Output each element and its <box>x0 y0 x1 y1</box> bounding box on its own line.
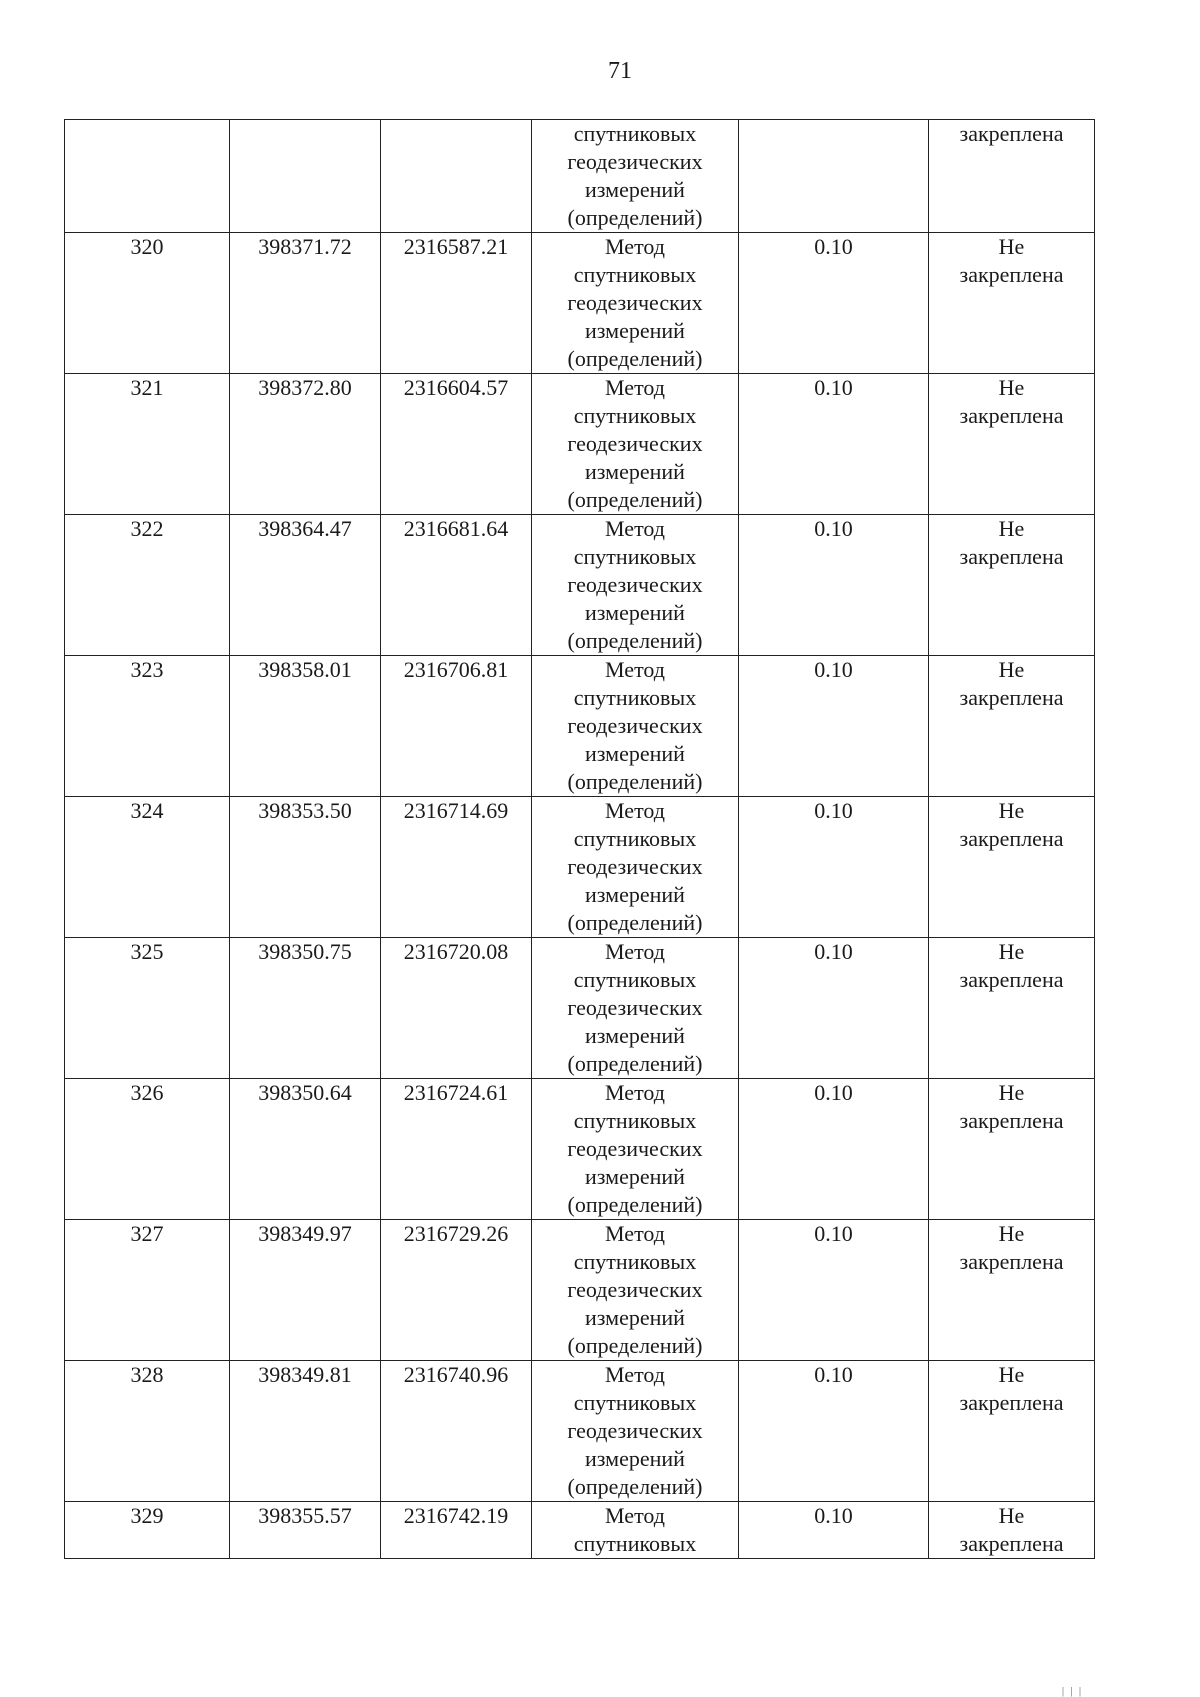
x-coordinate-cell: 398349.97 <box>230 1220 381 1361</box>
method-cell-line: измерений <box>585 177 685 202</box>
x-coordinate-cell: 398350.64 <box>230 1079 381 1220</box>
method-cell-line: измерений <box>585 1305 685 1330</box>
fixation-cell-line: Не <box>998 1362 1025 1387</box>
method-cell-line: Метод <box>605 234 665 259</box>
point-number-cell: 325 <box>65 938 230 1079</box>
method-cell-line: (определений) <box>567 487 703 512</box>
method-cell-line: измерений <box>585 1023 685 1048</box>
accuracy-cell: 0.10 <box>739 515 929 656</box>
fixation-cell <box>929 233 1095 374</box>
method-cell-line: Метод <box>605 1080 665 1105</box>
method-cell-line: (определений) <box>567 1474 703 1499</box>
method-cell-line: геодезических <box>567 1136 703 1161</box>
method-cell-line: спутниковых <box>573 826 697 851</box>
method-cell <box>532 233 739 374</box>
fixation-cell-line: закреплена <box>959 1531 1064 1556</box>
fixation-cell-line: Не <box>998 939 1025 964</box>
fixation-cell-line: закреплена <box>959 967 1064 992</box>
method-cell-line: геодезических <box>567 854 703 879</box>
method-cell-line: спутниковых <box>573 685 697 710</box>
method-cell-line: (определений) <box>567 205 703 230</box>
method-cell-line: спутниковых <box>573 1531 697 1556</box>
fixation-cell <box>929 1079 1095 1220</box>
fixation-cell <box>929 656 1095 797</box>
method-cell-line: Метод <box>605 1503 665 1528</box>
accuracy-cell: 0.10 <box>739 938 929 1079</box>
table-row <box>65 1361 1095 1502</box>
page-number: 71 <box>608 58 632 84</box>
accuracy-cell: 0.10 <box>739 797 929 938</box>
fixation-cell <box>929 120 1095 233</box>
method-cell-line: измерений <box>585 882 685 907</box>
method-cell-line: (определений) <box>567 1192 703 1217</box>
point-number-cell: 321 <box>65 374 230 515</box>
method-cell-line: геодезических <box>567 713 703 738</box>
method-cell-line: геодезических <box>567 572 703 597</box>
method-cell-line: геодезических <box>567 1418 703 1443</box>
fixation-cell <box>929 1220 1095 1361</box>
method-cell-line: измерений <box>585 1164 685 1189</box>
method-cell-line: Метод <box>605 657 665 682</box>
fixation-cell-line: Не <box>998 234 1025 259</box>
point-number-cell: 323 <box>65 656 230 797</box>
table-row <box>65 1079 1095 1220</box>
table-row <box>65 374 1095 515</box>
fixation-cell-line: Не <box>998 375 1025 400</box>
fixation-cell-line: закреплена <box>959 685 1064 710</box>
fixation-cell-line: Не <box>998 798 1025 823</box>
method-cell-line: измерений <box>585 318 685 343</box>
accuracy-cell: 0.10 <box>739 656 929 797</box>
fixation-cell-line: закреплена <box>959 403 1064 428</box>
table-row <box>65 515 1095 656</box>
y-coordinate-cell: 2316587.21 <box>381 233 532 374</box>
fixation-cell-line: закреплена <box>959 1390 1064 1415</box>
y-coordinate-cell: 2316714.69 <box>381 797 532 938</box>
y-coordinate-cell: 2316681.64 <box>381 515 532 656</box>
method-cell-line: Метод <box>605 516 665 541</box>
fixation-cell-line: Не <box>998 1221 1025 1246</box>
method-cell-line: Метод <box>605 939 665 964</box>
method-cell <box>532 797 739 938</box>
method-cell <box>532 938 739 1079</box>
method-cell <box>532 1079 739 1220</box>
x-coordinate-cell: 398358.01 <box>230 656 381 797</box>
method-cell-line: Метод <box>605 375 665 400</box>
y-coordinate-cell: 2316724.61 <box>381 1079 532 1220</box>
fixation-cell-line: закреплена <box>959 262 1064 287</box>
method-cell-line: измерений <box>585 1446 685 1471</box>
accuracy-cell: 0.10 <box>739 1361 929 1502</box>
coordinates-table <box>64 119 1095 1559</box>
fixation-cell-line: закреплена <box>959 544 1064 569</box>
x-coordinate-cell: 398371.72 <box>230 233 381 374</box>
y-coordinate-cell <box>381 120 532 233</box>
x-coordinate-cell: 398372.80 <box>230 374 381 515</box>
method-cell-line: измерений <box>585 741 685 766</box>
y-coordinate-cell: 2316720.08 <box>381 938 532 1079</box>
method-cell-line: Метод <box>605 1221 665 1246</box>
accuracy-cell: 0.10 <box>739 1502 929 1559</box>
method-cell <box>532 656 739 797</box>
method-cell-line: (определений) <box>567 769 703 794</box>
fixation-cell-line: Не <box>998 1080 1025 1105</box>
table-row <box>65 797 1095 938</box>
fixation-cell <box>929 938 1095 1079</box>
fixation-cell <box>929 515 1095 656</box>
method-cell-line: измерений <box>585 600 685 625</box>
method-cell-line: геодезических <box>567 1277 703 1302</box>
x-coordinate-cell: 398353.50 <box>230 797 381 938</box>
table-row <box>65 1502 1095 1559</box>
point-number-cell: 326 <box>65 1079 230 1220</box>
y-coordinate-cell: 2316740.96 <box>381 1361 532 1502</box>
point-number-cell: 320 <box>65 233 230 374</box>
method-cell <box>532 1502 739 1559</box>
table-row <box>65 938 1095 1079</box>
method-cell-line: (определений) <box>567 628 703 653</box>
method-cell-line: (определений) <box>567 1051 703 1076</box>
method-cell-line: геодезических <box>567 149 703 174</box>
point-number-cell: 329 <box>65 1502 230 1559</box>
fixation-cell-line: закреплена <box>959 1108 1064 1133</box>
y-coordinate-cell: 2316729.26 <box>381 1220 532 1361</box>
method-cell <box>532 374 739 515</box>
fixation-cell <box>929 1361 1095 1502</box>
x-coordinate-cell: 398349.81 <box>230 1361 381 1502</box>
x-coordinate-cell: 398364.47 <box>230 515 381 656</box>
point-number-cell <box>65 120 230 233</box>
fixation-cell <box>929 797 1095 938</box>
table-row <box>65 656 1095 797</box>
method-cell-line: (определений) <box>567 1333 703 1358</box>
method-cell-line: измерений <box>585 459 685 484</box>
method-cell <box>532 515 739 656</box>
method-cell-line: геодезических <box>567 995 703 1020</box>
method-cell-line: спутниковых <box>573 1249 697 1274</box>
point-number-cell: 322 <box>65 515 230 656</box>
fixation-cell-line: закреплена <box>959 1249 1064 1274</box>
method-cell <box>532 120 739 233</box>
fixation-cell <box>929 1502 1095 1559</box>
table-row <box>65 233 1095 374</box>
x-coordinate-cell <box>230 120 381 233</box>
fixation-cell-line: закреплена <box>959 121 1064 146</box>
method-cell-line: спутниковых <box>573 967 697 992</box>
table-row <box>65 1220 1095 1361</box>
method-cell-line: спутниковых <box>573 403 697 428</box>
accuracy-cell: 0.10 <box>739 233 929 374</box>
method-cell <box>532 1220 739 1361</box>
method-cell-line: спутниковых <box>573 1108 697 1133</box>
method-cell-line: геодезических <box>567 290 703 315</box>
method-cell-line: спутниковых <box>573 1390 697 1415</box>
point-number-cell: 328 <box>65 1361 230 1502</box>
method-cell-line: спутниковых <box>573 544 697 569</box>
y-coordinate-cell: 2316706.81 <box>381 656 532 797</box>
method-cell-line: спутниковых <box>573 262 697 287</box>
x-coordinate-cell: 398355.57 <box>230 1502 381 1559</box>
y-coordinate-cell: 2316604.57 <box>381 374 532 515</box>
fixation-cell-line: закреплена <box>959 826 1064 851</box>
method-cell-line: Метод <box>605 798 665 823</box>
accuracy-cell: 0.10 <box>739 374 929 515</box>
point-number-cell: 327 <box>65 1220 230 1361</box>
y-coordinate-cell: 2316742.19 <box>381 1502 532 1559</box>
fixation-cell-line: Не <box>998 657 1025 682</box>
table-body <box>65 120 1095 1559</box>
x-coordinate-cell: 398350.75 <box>230 938 381 1079</box>
fixation-cell <box>929 374 1095 515</box>
method-cell-line: (определений) <box>567 346 703 371</box>
accuracy-cell <box>739 120 929 233</box>
table-row <box>65 120 1095 233</box>
method-cell-line: геодезических <box>567 431 703 456</box>
accuracy-cell: 0.10 <box>739 1220 929 1361</box>
point-number-cell: 324 <box>65 797 230 938</box>
fixation-cell-line: Не <box>998 516 1025 541</box>
method-cell-line: Метод <box>605 1362 665 1387</box>
method-cell-line: (определений) <box>567 910 703 935</box>
method-cell <box>532 1361 739 1502</box>
scan-mark: | | | <box>1062 1686 1084 1697</box>
accuracy-cell: 0.10 <box>739 1079 929 1220</box>
method-cell-line: спутниковых <box>573 121 697 146</box>
fixation-cell-line: Не <box>998 1503 1025 1528</box>
